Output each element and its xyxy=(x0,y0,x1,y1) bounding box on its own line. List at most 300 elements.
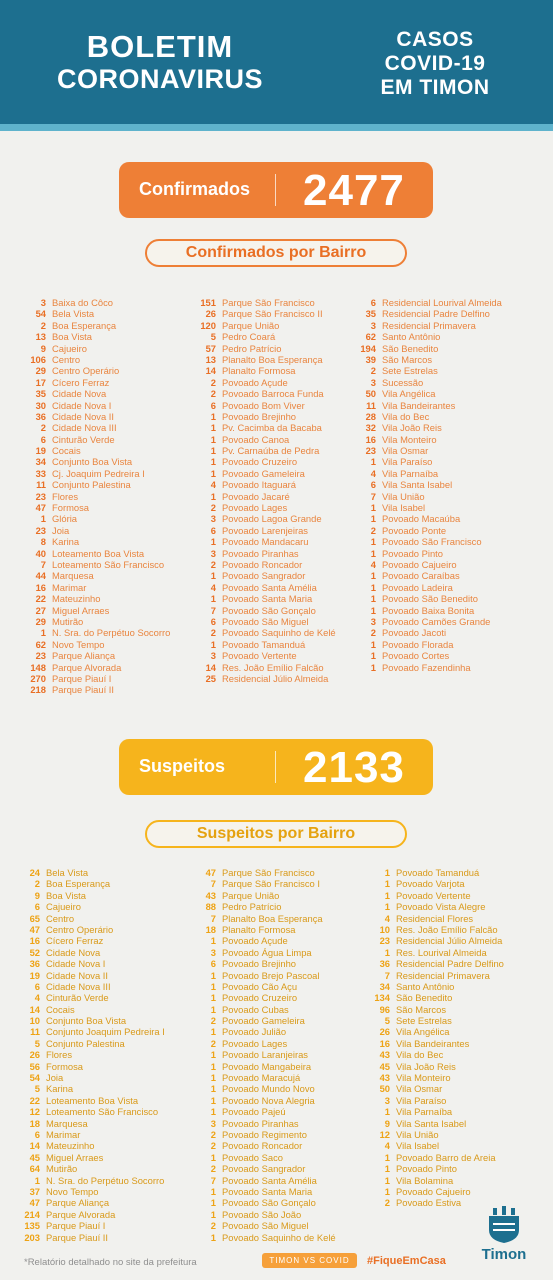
list-item xyxy=(24,1152,165,1163)
list-item xyxy=(374,1061,504,1072)
neighborhood-name: Marimar xyxy=(46,1128,81,1140)
neighborhood-name: Vila Bandeirantes xyxy=(396,1037,470,1049)
list-item xyxy=(374,992,504,1003)
neighborhood-name: Cajueiro xyxy=(46,901,81,913)
list-item xyxy=(200,673,336,684)
neighborhood-name: Loteamento São Francisco xyxy=(46,1106,159,1118)
neighborhood-name: Residencial Júlio Almeida xyxy=(222,672,329,684)
list-item xyxy=(200,1220,336,1231)
list-item xyxy=(30,308,170,319)
list-item xyxy=(200,1004,336,1015)
header-banner xyxy=(0,0,553,124)
case-count: 1 xyxy=(370,650,376,662)
neighborhood-name: Cidade Nova III xyxy=(52,422,117,434)
neighborhood-name: Povoado Jacoti xyxy=(382,627,447,639)
suspected-column-3 xyxy=(374,867,504,1209)
case-count: 7 xyxy=(210,912,216,924)
case-count: 1 xyxy=(40,627,46,639)
list-item xyxy=(30,548,170,559)
case-count: 218 xyxy=(30,684,46,696)
case-count: 7 xyxy=(40,558,46,570)
case-count: 19 xyxy=(35,445,46,457)
list-item xyxy=(24,1004,165,1015)
list-item xyxy=(200,662,336,673)
list-item xyxy=(200,1095,336,1106)
neighborhood-name: Povoado Roncador xyxy=(222,1140,303,1152)
list-item xyxy=(374,1072,504,1083)
neighborhood-name: Povoado Julião xyxy=(222,1026,287,1038)
neighborhood-name: Povoado São Benedito xyxy=(382,593,478,605)
case-count: 36 xyxy=(29,958,40,970)
list-item xyxy=(30,422,170,433)
case-count: 5 xyxy=(34,1037,40,1049)
list-item xyxy=(200,924,336,935)
list-item xyxy=(200,627,336,638)
neighborhood-name: Residencial Primavera xyxy=(382,319,476,331)
case-count: 2 xyxy=(384,1197,390,1209)
case-count: 2 xyxy=(370,627,376,639)
list-item xyxy=(30,536,170,547)
list-item xyxy=(30,582,170,593)
neighborhood-name: Res. João Emílio Falcão xyxy=(396,923,498,935)
list-item xyxy=(374,890,504,901)
neighborhood-name: Parque Piauí II xyxy=(52,684,115,696)
bulletin-title xyxy=(40,30,280,94)
list-item xyxy=(200,354,336,365)
case-count: 7 xyxy=(384,969,390,981)
case-count: 1 xyxy=(370,536,376,548)
neighborhood-name: Formosa xyxy=(46,1060,83,1072)
neighborhood-name: Povoado Santa Amélia xyxy=(222,581,317,593)
case-count: 36 xyxy=(35,410,46,422)
case-count: 1 xyxy=(210,980,216,992)
neighborhood-name: Povoado Florada xyxy=(382,638,454,650)
list-item xyxy=(24,924,165,935)
neighborhood-name: Karina xyxy=(52,536,80,548)
list-item xyxy=(30,684,170,695)
case-count: 1 xyxy=(370,456,376,468)
list-item xyxy=(360,354,502,365)
list-item xyxy=(30,411,170,422)
case-count: 2 xyxy=(210,1163,216,1175)
case-count: 1 xyxy=(370,570,376,582)
list-item xyxy=(24,1015,165,1026)
neighborhood-name: Parque São Francisco xyxy=(222,867,315,878)
neighborhood-name: Cinturão Verde xyxy=(52,433,115,445)
list-item xyxy=(374,1026,504,1037)
list-item xyxy=(360,559,502,570)
case-count: 54 xyxy=(29,1072,40,1084)
neighborhood-name: Vila Monteiro xyxy=(396,1072,451,1084)
neighborhood-name: Povoado Sangrador xyxy=(222,1163,306,1175)
list-item xyxy=(200,513,336,524)
case-count: 4 xyxy=(210,581,216,593)
case-count: 1 xyxy=(384,1174,390,1186)
case-count: 4 xyxy=(370,558,376,570)
list-item xyxy=(374,1095,504,1106)
case-count: 56 xyxy=(29,1060,40,1072)
neighborhood-name: Mateuzinho xyxy=(52,593,101,605)
case-count: 1 xyxy=(210,1231,216,1243)
confirmed-column-1 xyxy=(30,297,170,696)
list-item xyxy=(200,1140,336,1151)
case-count: 3 xyxy=(210,547,216,559)
list-item xyxy=(374,1038,504,1049)
case-count: 1 xyxy=(384,901,390,913)
case-count: 26 xyxy=(29,1049,40,1061)
neighborhood-name: Conjunto Boa Vista xyxy=(46,1015,127,1027)
neighborhood-name: Boa Esperança xyxy=(46,878,111,890)
list-item xyxy=(200,1026,336,1037)
list-item xyxy=(30,673,170,684)
neighborhood-name: Povoado Mundo Novo xyxy=(222,1083,315,1095)
list-item xyxy=(200,1015,336,1026)
neighborhood-name: Parque União xyxy=(222,889,280,901)
list-item xyxy=(30,434,170,445)
case-count: 8 xyxy=(40,536,46,548)
case-count: 2 xyxy=(210,1037,216,1049)
list-item xyxy=(360,570,502,581)
neighborhood-name: Povoado Pinto xyxy=(396,1163,457,1175)
list-item xyxy=(360,434,502,445)
case-count: 6 xyxy=(34,901,40,913)
neighborhood-name: Povoado Macaúba xyxy=(382,513,461,525)
case-count: 54 xyxy=(35,308,46,320)
list-item xyxy=(24,1163,165,1174)
neighborhood-name: Povoado Cajueiro xyxy=(382,558,457,570)
case-count: 23 xyxy=(35,524,46,536)
case-count: 9 xyxy=(40,342,46,354)
neighborhood-name: Povoado Gameleira xyxy=(222,1015,305,1027)
list-item xyxy=(200,456,336,467)
neighborhood-name: Marquesa xyxy=(52,570,94,582)
cases-line-3: EM TIMON xyxy=(380,76,490,99)
neighborhood-name: Povoado Caraíbas xyxy=(382,570,460,582)
list-item xyxy=(30,559,170,570)
neighborhood-name: Povoado Ladeira xyxy=(382,581,453,593)
case-count: 3 xyxy=(370,319,376,331)
case-count: 35 xyxy=(365,308,376,320)
case-count: 194 xyxy=(360,342,376,354)
neighborhood-name: Povoado Lages xyxy=(222,1037,288,1049)
case-count: 1 xyxy=(34,1174,40,1186)
case-count: 64 xyxy=(29,1163,40,1175)
neighborhood-name: Centro xyxy=(52,353,81,365)
case-count: 1 xyxy=(210,410,216,422)
confirmed-label: Confirmados xyxy=(139,179,251,199)
case-count: 4 xyxy=(384,1140,390,1152)
case-count: 2 xyxy=(210,1015,216,1027)
case-count: 1 xyxy=(384,867,390,878)
case-count: 32 xyxy=(365,422,376,434)
list-item xyxy=(360,513,502,524)
case-count: 1 xyxy=(210,1060,216,1072)
case-count: 7 xyxy=(210,878,216,890)
case-count: 11 xyxy=(30,1026,40,1038)
neighborhood-name: Cocais xyxy=(46,1003,75,1015)
list-item xyxy=(24,1072,165,1083)
suspected-label: Suspeitos xyxy=(139,756,226,776)
list-item xyxy=(200,1186,336,1197)
neighborhood-name: Loteamento Boa Vista xyxy=(46,1094,139,1106)
confirmed-column-2 xyxy=(200,297,336,684)
list-item xyxy=(360,400,502,411)
confirmed-value: 2477 xyxy=(303,166,405,215)
list-item xyxy=(24,958,165,969)
list-item xyxy=(360,445,502,456)
case-count: 50 xyxy=(379,1083,390,1095)
neighborhood-name: Mutirão xyxy=(52,615,84,627)
case-count: 1 xyxy=(384,946,390,958)
neighborhood-name: Vila Santa Isabel xyxy=(396,1117,467,1129)
neighborhood-name: Vila Santa Isabel xyxy=(382,479,453,491)
city-crest-icon xyxy=(485,1204,523,1244)
case-count: 1 xyxy=(210,593,216,605)
neighborhood-name: Povoado Mangabeira xyxy=(222,1060,312,1072)
list-item xyxy=(360,422,502,433)
list-item xyxy=(30,365,170,376)
list-item xyxy=(374,970,504,981)
list-item xyxy=(30,354,170,365)
case-count: 6 xyxy=(370,479,376,491)
case-count: 47 xyxy=(35,502,46,514)
neighborhood-name: Residencial Primavera xyxy=(396,969,490,981)
case-count: 40 xyxy=(35,547,46,559)
list-item xyxy=(24,1106,165,1117)
neighborhood-name: Miguel Arraes xyxy=(52,604,110,616)
case-count: 11 xyxy=(36,479,46,491)
case-count: 1 xyxy=(210,467,216,479)
list-item xyxy=(200,867,336,878)
title-line-2: CORONAVIRUS xyxy=(56,64,263,94)
case-count: 35 xyxy=(35,388,46,400)
neighborhood-name: Povoado Lages xyxy=(222,502,288,514)
case-count: 7 xyxy=(210,604,216,616)
case-count: 3 xyxy=(210,946,216,958)
case-count: 6 xyxy=(210,958,216,970)
neighborhood-name: Povoado Maracujá xyxy=(222,1072,301,1084)
list-item xyxy=(200,1163,336,1174)
list-item xyxy=(360,616,502,627)
neighborhood-name: Povoado Laranjeiras xyxy=(222,1049,308,1061)
campaign-badge: TIMON VS COVID xyxy=(262,1253,357,1268)
neighborhood-name: Cícero Ferraz xyxy=(46,935,104,947)
list-item xyxy=(200,1129,336,1140)
case-count: 2 xyxy=(210,627,216,639)
case-count: 106 xyxy=(30,353,46,365)
case-count: 43 xyxy=(205,889,216,901)
neighborhood-name: São Marcos xyxy=(382,353,433,365)
case-count: 27 xyxy=(35,604,46,616)
list-item xyxy=(200,331,336,342)
case-count: 26 xyxy=(379,1026,390,1038)
neighborhood-name: Parque São Francisco I xyxy=(222,878,320,890)
neighborhood-name: Centro Operário xyxy=(52,365,120,377)
neighborhood-name: Vila Bandeirantes xyxy=(382,399,456,411)
neighborhood-name: Povoado Brejo Pascoal xyxy=(222,969,320,981)
neighborhood-name: Povoado São João xyxy=(222,1208,302,1220)
list-item xyxy=(360,491,502,502)
neighborhood-name: Parque Piauí II xyxy=(46,1231,109,1243)
neighborhood-name: Conjunto Joaquim Pedreira I xyxy=(46,1026,165,1038)
list-item xyxy=(200,947,336,958)
list-item xyxy=(30,331,170,342)
neighborhood-name: Povoado Água Limpa xyxy=(222,946,312,958)
neighborhood-name: Povoado Vertente xyxy=(222,650,297,662)
case-count: 2 xyxy=(210,376,216,388)
neighborhood-name: Povoado Saquinho de Kelé xyxy=(222,1231,336,1243)
neighborhood-name: Vila João Reis xyxy=(382,422,442,434)
list-item xyxy=(360,468,502,479)
list-item xyxy=(24,1049,165,1060)
suspected-separator xyxy=(275,751,276,783)
neighborhood-name: Parque São Francisco II xyxy=(222,308,323,320)
title-line-1: BOLETIM xyxy=(86,29,234,64)
neighborhood-name: Povoado Jacaré xyxy=(222,490,290,502)
confirmed-column-3 xyxy=(360,297,502,673)
neighborhood-name: Bela Vista xyxy=(46,867,89,878)
case-count: 1 xyxy=(210,1026,216,1038)
list-item xyxy=(360,548,502,559)
neighborhood-name: Centro xyxy=(46,912,75,924)
neighborhood-name: Flores xyxy=(52,490,79,502)
neighborhood-name: Povoado Bom Viver xyxy=(222,399,305,411)
list-item xyxy=(30,605,170,616)
list-item xyxy=(24,1175,165,1186)
neighborhood-name: Miguel Arraes xyxy=(46,1151,104,1163)
list-item xyxy=(374,981,504,992)
neighborhood-name: Povoado Tamanduá xyxy=(396,867,480,878)
case-count: 1 xyxy=(384,1163,390,1175)
list-item xyxy=(200,878,336,889)
suspected-by-neighborhood-heading: Suspeitos por Bairro xyxy=(145,820,407,848)
case-count: 47 xyxy=(205,867,216,878)
case-count: 1 xyxy=(210,1151,216,1163)
case-count: 16 xyxy=(379,1037,390,1049)
case-count: 151 xyxy=(200,297,216,308)
neighborhood-name: Povoado Regimento xyxy=(222,1128,307,1140)
list-item xyxy=(200,445,336,456)
list-item xyxy=(360,331,502,342)
neighborhood-name: Mateuzinho xyxy=(46,1140,95,1152)
neighborhood-name: Povoado Cruzeiro xyxy=(222,456,298,468)
case-count: 16 xyxy=(35,581,46,593)
neighborhood-name: Planalto Boa Esperança xyxy=(222,912,323,924)
list-item xyxy=(374,1163,504,1174)
list-item xyxy=(200,1072,336,1083)
case-count: 6 xyxy=(210,399,216,411)
list-item xyxy=(200,935,336,946)
neighborhood-name: Residencial Padre Delfino xyxy=(396,958,504,970)
confirmed-by-neighborhood-heading: Confirmados por Bairro xyxy=(145,239,407,267)
list-item xyxy=(24,935,165,946)
case-count: 12 xyxy=(379,1128,390,1140)
case-count: 43 xyxy=(379,1072,390,1084)
list-item xyxy=(374,878,504,889)
list-item xyxy=(200,570,336,581)
neighborhood-name: Bela Vista xyxy=(52,308,95,320)
neighborhood-name: Sucessão xyxy=(382,376,424,388)
case-count: 10 xyxy=(379,923,390,935)
case-count: 2 xyxy=(370,524,376,536)
case-count: 2 xyxy=(210,1140,216,1152)
footer-note: *Relatório detalhado no site da prefeitura xyxy=(24,1257,197,1268)
list-item xyxy=(30,479,170,490)
case-count: 4 xyxy=(34,992,40,1004)
neighborhood-name: Vila Osmar xyxy=(396,1083,443,1095)
neighborhood-name: Pedro Patrício xyxy=(222,901,282,913)
neighborhood-name: Residencial Flores xyxy=(396,912,474,924)
list-item xyxy=(30,343,170,354)
case-count: 13 xyxy=(205,353,216,365)
case-count: 14 xyxy=(29,1140,40,1152)
case-count: 3 xyxy=(210,1117,216,1129)
case-count: 30 xyxy=(35,399,46,411)
list-item xyxy=(30,502,170,513)
case-count: 36 xyxy=(379,958,390,970)
neighborhood-name: Pedro Patrício xyxy=(222,342,282,354)
neighborhood-name: Baixa do Côco xyxy=(52,297,113,308)
list-item xyxy=(200,320,336,331)
list-item xyxy=(30,468,170,479)
case-count: 1 xyxy=(210,1208,216,1220)
neighborhood-name: Vila Paraíso xyxy=(382,456,433,468)
case-count: 33 xyxy=(35,467,46,479)
case-count: 2 xyxy=(370,365,376,377)
list-item xyxy=(30,593,170,604)
neighborhood-name: Povoado Itaguará xyxy=(222,479,297,491)
case-count: 2 xyxy=(210,388,216,400)
case-count: 214 xyxy=(24,1208,40,1220)
list-item xyxy=(24,878,165,889)
list-item xyxy=(30,388,170,399)
neighborhood-name: Povoado Brejinho xyxy=(222,410,297,422)
neighborhood-name: Vila Angélica xyxy=(396,1026,450,1038)
neighborhood-name: Povoado Cão Açu xyxy=(222,980,298,992)
neighborhood-name: Marimar xyxy=(52,581,87,593)
neighborhood-name: Residencial Padre Delfino xyxy=(382,308,490,320)
case-count: 134 xyxy=(374,992,390,1004)
case-count: 34 xyxy=(379,980,390,992)
neighborhood-name: Povoado Saco xyxy=(222,1151,283,1163)
case-count: 1 xyxy=(210,992,216,1004)
list-item xyxy=(24,1061,165,1072)
list-item xyxy=(374,1140,504,1151)
neighborhood-name: Cidade Nova II xyxy=(52,410,115,422)
case-count: 39 xyxy=(365,353,376,365)
case-count: 1 xyxy=(210,1083,216,1095)
case-count: 57 xyxy=(205,342,216,354)
list-item xyxy=(360,388,502,399)
neighborhood-name: Povoado Varjota xyxy=(396,878,465,890)
case-count: 1 xyxy=(210,1049,216,1061)
neighborhood-name: Povoado Vista Alegre xyxy=(396,901,486,913)
neighborhood-name: Sete Estrelas xyxy=(396,1015,452,1027)
list-item xyxy=(200,1038,336,1049)
neighborhood-name: Povoado Canoa xyxy=(222,433,290,445)
case-count: 43 xyxy=(379,1049,390,1061)
case-count: 23 xyxy=(35,490,46,502)
case-count: 1 xyxy=(210,1003,216,1015)
neighborhood-name: Novo Tempo xyxy=(52,638,105,650)
neighborhood-name: Vila Parnaíba xyxy=(396,1106,453,1118)
list-item xyxy=(24,867,165,878)
case-count: 5 xyxy=(34,1083,40,1095)
case-count: 7 xyxy=(210,1174,216,1186)
neighborhood-name: Povoado Cubas xyxy=(222,1003,289,1015)
neighborhood-name: Residencial Lourival Almeida xyxy=(382,297,502,308)
neighborhood-name: Cidade Nova xyxy=(46,946,101,958)
